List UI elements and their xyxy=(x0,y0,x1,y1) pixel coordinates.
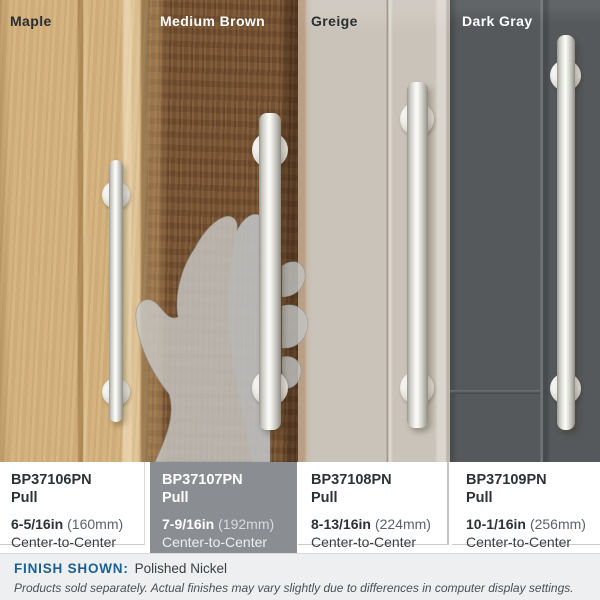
product-type: Pull xyxy=(11,490,38,507)
size-inches: 6-5/16in xyxy=(11,516,64,533)
pull-bar xyxy=(109,160,123,422)
size-inches: 10-1/16in xyxy=(466,516,526,533)
product-card-selected xyxy=(150,462,297,553)
size-inches: 8-13/16in xyxy=(311,516,371,533)
size-mm: (160mm) xyxy=(67,516,124,533)
disclaimer-text: Products sold separately. Actual finishes may vary slightly due to differences in computer display settings. xyxy=(14,581,574,595)
finish-footer xyxy=(0,553,600,600)
product-type: Pull xyxy=(311,490,338,507)
center-to-center-label: Center-to-Center xyxy=(466,534,572,551)
product-type: Pull xyxy=(466,490,493,507)
product-type: Pull xyxy=(162,490,189,507)
part-number: BP37109PN xyxy=(466,472,547,488)
center-to-center-label: Center-to-Center xyxy=(11,534,117,551)
part-number: BP37108PN xyxy=(311,472,392,488)
part-number: BP37106PN xyxy=(11,472,92,488)
size-line xyxy=(162,515,291,533)
size-line xyxy=(11,515,138,533)
size-mm: (224mm) xyxy=(374,516,431,533)
swatch-label-greige: Greige xyxy=(311,13,358,29)
swatch-label-dark-gray: Dark Gray xyxy=(462,13,533,29)
part-number: BP37107PN xyxy=(162,472,243,488)
swatch-label-medium-brown: Medium Brown xyxy=(160,13,266,29)
finish-shown-label: FINISH SHOWN: xyxy=(14,561,129,576)
pull-bar xyxy=(407,82,428,428)
center-to-center-label: Center-to-Center xyxy=(311,534,417,551)
size-mm: (192mm) xyxy=(218,516,275,533)
finish-shown-value: Polished Nickel xyxy=(134,561,227,576)
pull-bar xyxy=(557,35,575,430)
center-to-center-label: Center-to-Center xyxy=(162,534,268,551)
size-mm: (256mm) xyxy=(529,516,586,533)
product-card xyxy=(298,462,449,551)
size-line xyxy=(466,515,594,533)
size-inches: 7-9/16in xyxy=(162,516,215,533)
finish-line xyxy=(14,561,586,576)
product-card xyxy=(0,462,145,551)
size-line xyxy=(311,515,441,533)
swatch-label-maple: Maple xyxy=(10,13,52,29)
pull-bar xyxy=(259,113,281,430)
product-card xyxy=(452,462,600,551)
